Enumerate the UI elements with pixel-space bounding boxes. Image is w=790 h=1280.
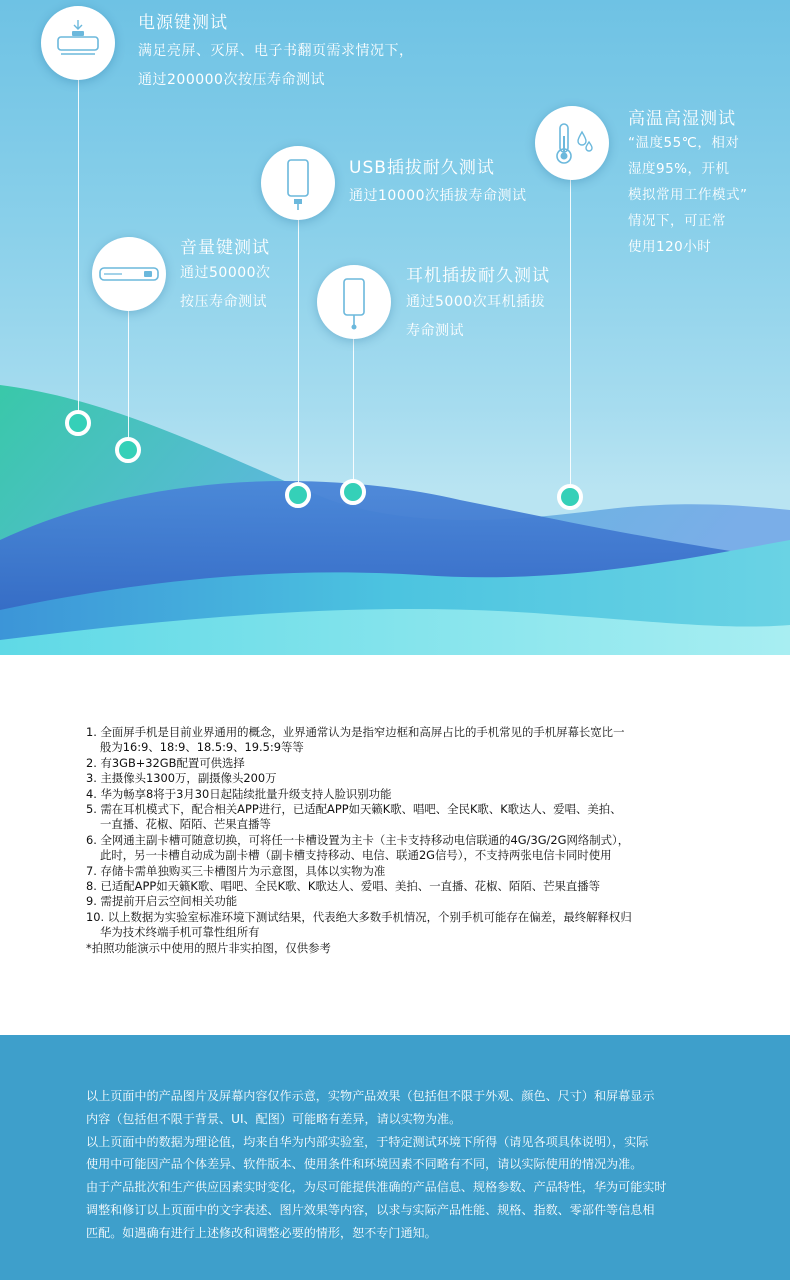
footnote-line: *拍照功能演示中使用的照片非实拍图，仅供参考: [86, 940, 331, 955]
volume-key-desc: [180, 259, 271, 317]
volume-key-phone-icon: [92, 237, 166, 311]
heat-humidity-title: 高温高湿测试: [628, 109, 736, 129]
usb-icon-circle: [261, 146, 335, 220]
thermometer-humidity-icon: [535, 106, 609, 180]
footnote-line: 8. 已适配APP如天籁K歌、唱吧、全民K歌、K歌达人、爱唱、美拍、一直播、花椒、陌陌、芒果直播等: [86, 879, 601, 894]
power-key-title: 电源键测试: [138, 13, 228, 33]
disclaimer-text: [86, 1085, 716, 1245]
volume-key-title: 音量键测试: [180, 238, 270, 258]
usb-pin-line: [298, 210, 299, 490]
usb-phone-icon: [261, 146, 335, 220]
power-key-desc-line: 通过200000次按压寿命测试: [138, 72, 325, 88]
usb-desc: [349, 182, 527, 211]
earphone-icon-circle: [317, 265, 391, 339]
footnote-line: 7. 存储卡需单独购买三卡槽图片为示意图，具体以实物为准: [86, 863, 386, 878]
disclaimer-section: [0, 1035, 790, 1280]
usb-desc-line: 通过10000次插拔寿命测试: [349, 188, 527, 204]
power-key-pin-dot: [65, 410, 91, 436]
footnote-line: 华为技术终端手机可靠性组所有: [100, 925, 260, 940]
earphone-desc: [406, 288, 545, 346]
earphone-desc-line: 寿命测试: [406, 323, 464, 339]
usb-pin-dot: [285, 482, 311, 508]
heat-humidity-desc-line: 模拟常用工作模式”: [628, 187, 748, 203]
earphone-title: 耳机插拔耐久测试: [406, 266, 550, 286]
footnote-line: 10. 以上数据为实验室标准环境下测试结果，代表绝大多数手机情况，个别手机可能存在偏差，最终解释权归: [86, 909, 632, 924]
heat-humidity-icon-circle: [535, 106, 609, 180]
footnote-line: 6. 全网通主副卡槽可随意切换，可将任一卡槽设置为主卡（主卡支持移动电信联通的4G/3G/2G网络制式），: [86, 832, 630, 847]
power-key-pin-line: [78, 60, 79, 420]
disclaimer-line: 以上页面中的数据为理论值，均来自华为内部实验室，于特定测试环境下所得（请见各项具体说明），实际: [86, 1134, 649, 1149]
heat-humidity-desc-line: 使用120小时: [628, 239, 712, 255]
earphone-pin-line: [353, 335, 354, 485]
disclaimer-line: 调整和修订以上页面中的文字表述、图片效果等内容，以求与实际产品性能、规格、指数、零部件等信息相: [86, 1202, 655, 1217]
footnote-line: 此时，另一卡槽自动成为副卡槽（副卡槽支持移动、电信、联通2G信号），不支持两张电信卡同时使用: [100, 848, 612, 863]
earphone-pin-dot: [340, 479, 366, 505]
heat-humidity-pin-line: [570, 175, 571, 495]
disclaimer-line: 以上页面中的产品图片及屏幕内容仅作示意，实物产品效果（包括但不限于外观、颜色、尺寸）和屏幕显示: [86, 1089, 655, 1103]
volume-key-desc-line: 按压寿命测试: [180, 294, 267, 310]
disclaimer-line: 内容（包括但不限于背景、UI、配图）可能略有差异，请以实物为准。: [86, 1111, 462, 1126]
footnote-line: 1. 全面屏手机是目前业界通用的概念，业界通常认为是指窄边框和高屏占比的手机常见的手机屏幕长宽比一: [86, 725, 625, 739]
footnote-line: 5. 需在耳机模式下，配合相关APP进行，已适配APP如天籁K歌、唱吧、全民K歌、K歌达人、爱唱、美拍、: [86, 802, 622, 817]
volume-key-pin-line: [128, 305, 129, 445]
volume-key-desc-line: 通过50000次: [180, 265, 271, 281]
volume-key-icon-circle: [92, 237, 166, 311]
footnote-line: 2. 有3GB+32GB配置可供选择: [86, 755, 245, 770]
earphone-phone-icon: [317, 265, 391, 339]
heat-humidity-desc: [628, 130, 748, 260]
earphone-desc-line: 通过5000次耳机插拔: [406, 294, 546, 310]
usb-title: USB插拔耐久测试: [349, 158, 495, 178]
power-key-phone-icon: [41, 6, 115, 80]
heat-humidity-desc-line: 湿度95%，开机: [628, 161, 730, 177]
heat-humidity-pin-dot: [557, 484, 583, 510]
volume-key-pin-dot: [115, 437, 141, 463]
heat-humidity-desc-line: 情况下，可正常: [628, 213, 726, 229]
footnote-line: 一直播、花椒、陌陌、芒果直播等: [100, 817, 271, 832]
footnote-line: 般为16:9、18:9、18.5:9、19.5:9等等: [100, 740, 304, 755]
footnote-line: 4. 华为畅享8将于3月30日起陆续批量升级支持人脸识别功能: [86, 786, 392, 801]
power-key-icon-circle: [41, 6, 115, 80]
footnote-line: 3. 主摄像头1300万，副摄像头200万: [86, 771, 277, 786]
footnote-line: 9. 需提前开启云空间相关功能: [86, 894, 238, 909]
heat-humidity-desc-line: “温度55℃，相对: [628, 135, 740, 151]
disclaimer-line: 使用中可能因产品个体差异、软件版本、使用条件和环境因素不同略有不同，请以实际使用的情况为准。: [86, 1157, 643, 1172]
disclaimer-line: 匹配。如遇确有进行上述修改和调整必要的情形，恕不专门通知。: [86, 1225, 437, 1240]
footnotes-list: [86, 725, 726, 956]
disclaimer-line: 由于产品批次和生产供应因素实时变化，为尽可能提供准确的产品信息、规格参数、产品特性，华为可能实时: [86, 1180, 667, 1195]
power-key-desc-line: 满足亮屏、灭屏、电子书翻页需求情况下，: [138, 43, 414, 59]
power-key-desc: [138, 37, 414, 95]
